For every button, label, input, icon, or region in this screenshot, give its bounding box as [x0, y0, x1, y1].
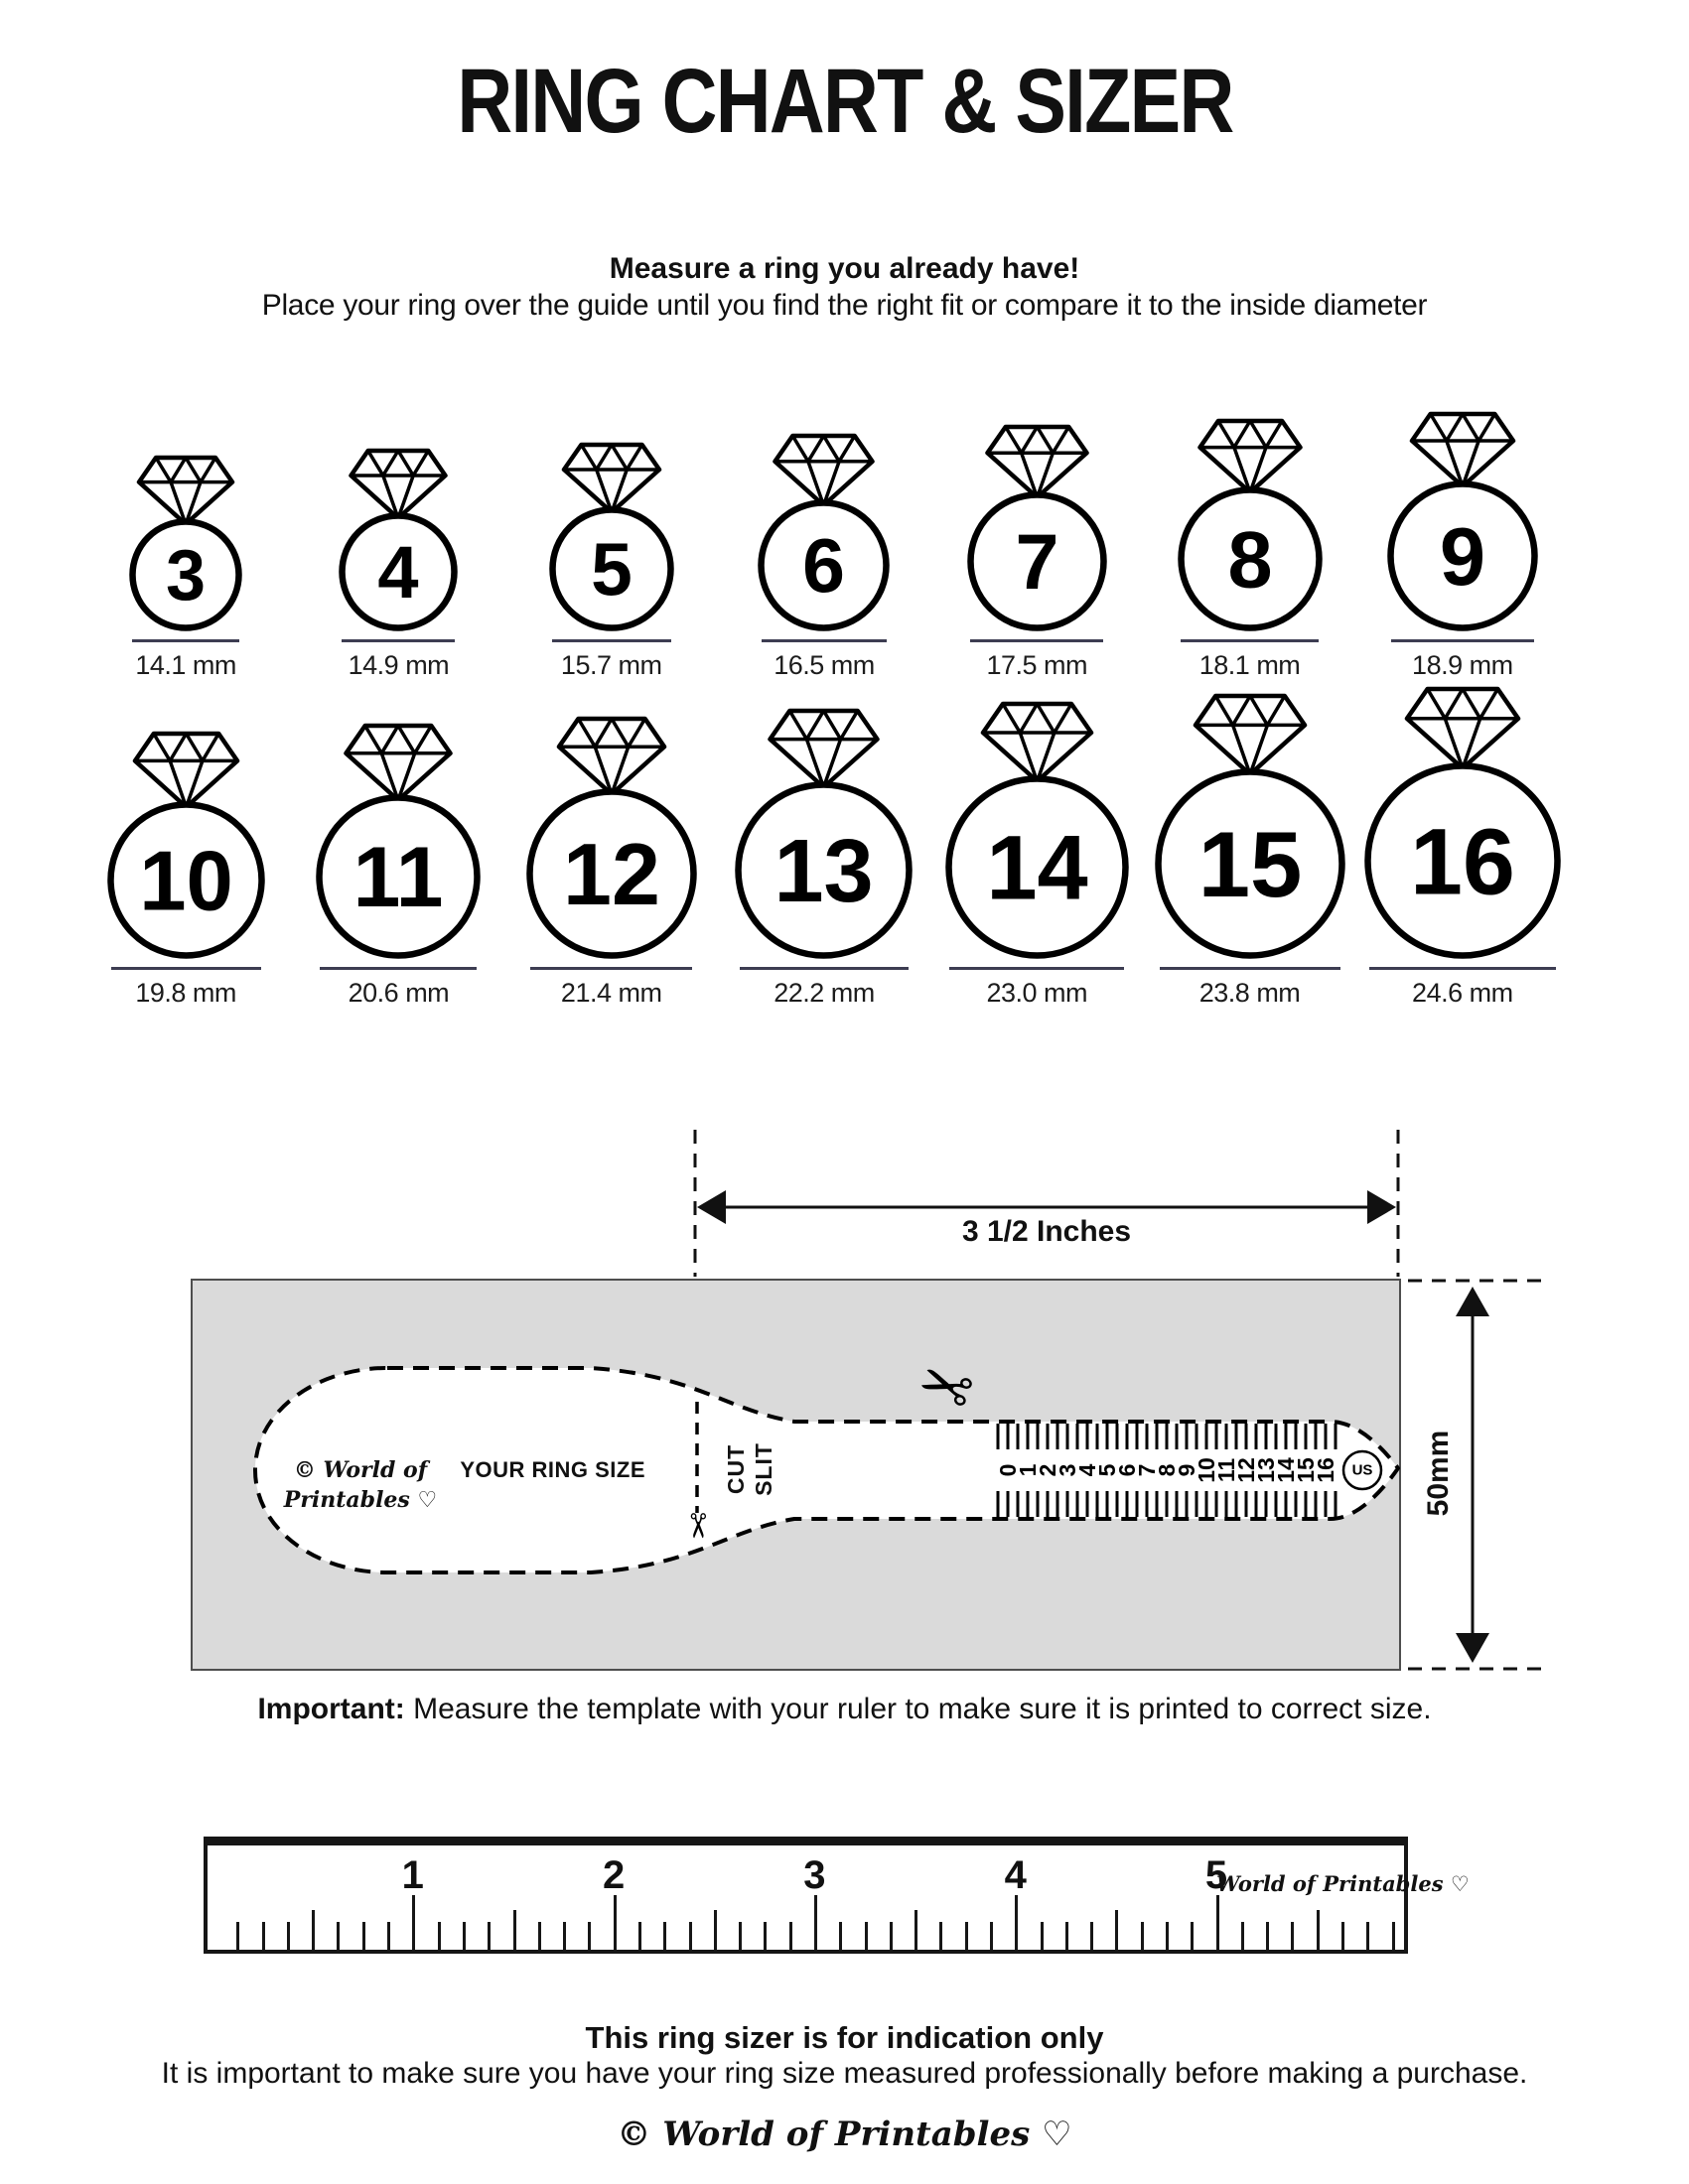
arrow-down-icon: [1456, 1633, 1489, 1663]
ring-size-cell: [718, 385, 930, 680]
ring-icon: [102, 729, 270, 963]
ring-mm-label: 14.1 mm: [135, 650, 236, 680]
ring-mm-label: 21.4 mm: [560, 978, 662, 1008]
sizer-brand-logo: © World of Printables ♡: [283, 1457, 438, 1513]
size-scale-number: 4: [1074, 1463, 1100, 1477]
ruler-tick: [513, 1910, 516, 1950]
ruler-tick: [1341, 1922, 1344, 1950]
size-scale-number: 5: [1094, 1463, 1120, 1477]
ruler-tick: [1266, 1922, 1269, 1950]
ring-size-number: 16: [1409, 809, 1515, 915]
ring-icon-zone: [521, 713, 702, 963]
ring-size-cell: [79, 385, 292, 680]
your-ring-size-label: YOUR RING SIZE: [460, 1457, 645, 1482]
ring-mm-label: 15.7 mm: [560, 650, 662, 680]
ruler-inch-number: 1: [401, 1853, 423, 1897]
ring-icon: [730, 706, 917, 963]
ruler-tick: [865, 1922, 868, 1950]
ring-icon-zone: [940, 713, 1134, 963]
ruler-tick: [839, 1922, 842, 1950]
ring-icon: [753, 431, 895, 635]
ring-underline: [1160, 967, 1340, 970]
ruler-inch-number: 4: [1004, 1853, 1026, 1897]
ring-row-2: [79, 713, 1569, 1008]
sizer-figure: [0, 1122, 1689, 1688]
size-scale-number: 15: [1293, 1457, 1319, 1483]
ruler-tick: [614, 1895, 617, 1950]
ring-size-number: 13: [774, 822, 875, 921]
ring-icon: [334, 446, 463, 635]
ring-size-cell: [930, 713, 1143, 1008]
ruler-tick: [312, 1910, 315, 1950]
us-badge-label: US: [1351, 1461, 1373, 1479]
ring-icon: [1173, 416, 1328, 635]
ruler-inch-number: 5: [1204, 1853, 1227, 1897]
ruler-tick: [1291, 1922, 1294, 1950]
footer-bold: This ring sizer is for indication only: [585, 2020, 1104, 2055]
ring-size-cell: [1143, 713, 1355, 1008]
ring-mm-label: 23.8 mm: [1198, 978, 1301, 1008]
ruler-tick: [463, 1922, 466, 1950]
ruler-inch-number: 3: [803, 1853, 825, 1897]
ring-size-number: 11: [352, 830, 444, 926]
ring-icon: [1150, 691, 1350, 963]
ring-underline: [1369, 967, 1556, 970]
size-scale-number: 11: [1213, 1457, 1239, 1483]
ring-icon-zone: [544, 385, 679, 635]
ring-underline: [740, 967, 909, 970]
ring-size-number: 5: [590, 527, 633, 612]
ring-size-number: 3: [166, 536, 207, 616]
ruler-brand-logo: World of Printables ♡: [1216, 1871, 1470, 1896]
size-scale-number: 7: [1134, 1463, 1160, 1477]
ruler-tick: [638, 1922, 641, 1950]
ruler-tick: [1317, 1910, 1320, 1950]
ruler-tick: [663, 1922, 666, 1950]
ruler-tick: [1392, 1922, 1395, 1950]
ruler-tick: [1065, 1922, 1068, 1950]
size-scale-number: 0: [995, 1463, 1021, 1477]
ring-icon: [311, 721, 486, 963]
ruler-tick: [939, 1922, 942, 1950]
arrow-up-icon: [1456, 1287, 1489, 1316]
ruler-tick: [915, 1910, 917, 1950]
ruler-tick: [714, 1910, 717, 1950]
subtitle-bold: Measure a ring you already have!: [609, 252, 1080, 285]
ring-icon-zone: [753, 385, 895, 635]
size-scale-number: 6: [1114, 1463, 1140, 1477]
ring-mm-label: 22.2 mm: [774, 978, 875, 1008]
ruler-tick: [764, 1922, 767, 1950]
ring-size-number: 15: [1197, 811, 1302, 916]
ring-mm-label: 17.5 mm: [986, 650, 1088, 680]
ruler-tick: [1090, 1922, 1093, 1950]
ring-icon-zone: [311, 713, 486, 963]
ring-icon-zone: [102, 713, 270, 963]
ring-size-number: 9: [1439, 510, 1485, 604]
ruler-tick: [588, 1922, 591, 1950]
ruler-tick: [362, 1922, 365, 1950]
ring-icon: [521, 714, 702, 963]
scissors-small-icon: ✂: [677, 1511, 717, 1541]
cut-slit-label: CUT SLIT: [723, 1442, 776, 1496]
ring-icon-zone: [124, 385, 247, 635]
page-title: RING CHART & SIZER: [456, 51, 1233, 152]
size-scale-number: 13: [1253, 1457, 1279, 1483]
ring-icon: [962, 422, 1112, 635]
ruler-tick: [689, 1922, 692, 1950]
height-measure-label: 50mm: [1422, 1430, 1455, 1517]
ruler-tick: [412, 1895, 415, 1950]
ring-size-cell: [292, 385, 504, 680]
ring-mm-label: 14.9 mm: [348, 650, 450, 680]
ruler-tick: [789, 1922, 792, 1950]
ring-icon: [1382, 409, 1543, 635]
ruler-tick: [890, 1922, 893, 1950]
page-title-wrap: [0, 52, 1689, 151]
ring-mm-label: 23.0 mm: [986, 978, 1088, 1008]
ruler-tick: [814, 1895, 817, 1950]
ruler-tick: [1241, 1922, 1244, 1950]
width-measure-label: 3 1/2 Inches: [961, 1215, 1132, 1248]
ring-icon: [124, 453, 247, 635]
size-scale-number: 9: [1174, 1463, 1199, 1477]
ring-icon-zone: [962, 385, 1112, 635]
important-text: Measure the template with your ruler to make sure it is printed to correct size.: [404, 1693, 1432, 1725]
ring-size-cell: [718, 713, 930, 1008]
ring-underline: [132, 639, 239, 642]
ruler-tick: [990, 1922, 993, 1950]
ring-icon-zone: [334, 385, 463, 635]
ruler-tick: [438, 1922, 441, 1950]
ring-size-cell: [930, 385, 1143, 680]
ring-size-number: 8: [1227, 515, 1273, 606]
ring-size-number: 10: [138, 834, 233, 929]
ruler-tick: [1115, 1910, 1118, 1950]
ring-size-number: 14: [986, 817, 1088, 919]
ring-underline: [970, 639, 1103, 642]
ring-underline: [320, 967, 477, 970]
footer-brand-logo: © World of Printables ♡: [617, 2115, 1072, 2154]
ring-underline: [342, 639, 455, 642]
ruler-tick: [1141, 1922, 1144, 1950]
size-scale-number: 10: [1194, 1457, 1219, 1483]
ring-size-cell: [1356, 385, 1569, 680]
ring-icon: [1359, 684, 1566, 963]
ring-size-cell: [1356, 713, 1569, 1008]
ruler-tick: [287, 1922, 290, 1950]
ruler-tick: [538, 1922, 541, 1950]
size-scale-number: 3: [1055, 1463, 1080, 1477]
ring-mm-label: 16.5 mm: [774, 650, 875, 680]
ring-underline: [111, 967, 261, 970]
ring-underline: [949, 967, 1124, 970]
ring-size-number: 6: [802, 523, 846, 610]
ruler-tick: [1166, 1922, 1169, 1950]
ruler-inch-number: 2: [602, 1853, 625, 1897]
ring-size-cell: [505, 713, 718, 1008]
ring-underline: [1181, 639, 1319, 642]
important-label: Important:: [257, 1693, 405, 1725]
ruler-tick: [739, 1922, 742, 1950]
ring-icon: [544, 440, 679, 635]
ruler-tick: [1191, 1922, 1194, 1950]
scissors-icon: ✂: [908, 1344, 983, 1432]
ring-size-cell: [505, 385, 718, 680]
ring-underline: [530, 967, 692, 970]
ruler-tick: [563, 1922, 566, 1950]
ring-icon-zone: [1382, 385, 1543, 635]
ruler-tick: [387, 1922, 390, 1950]
ring-mm-label: 19.8 mm: [135, 978, 236, 1008]
ruler-tick: [1216, 1895, 1219, 1950]
ruler-tick: [1041, 1922, 1044, 1950]
ring-underline: [552, 639, 671, 642]
ring-size-cell: [79, 713, 292, 1008]
ring-size-number: 4: [377, 530, 419, 614]
ring-underline: [762, 639, 887, 642]
ring-icon-zone: [1150, 713, 1350, 963]
ruler-tick: [337, 1922, 340, 1950]
size-scale-number: 16: [1313, 1457, 1338, 1483]
footer-text: It is important to make sure you have your ring size measured professionally before making a purchase.: [161, 2057, 1528, 2090]
ring-size-cell: [1143, 385, 1355, 680]
ring-underline: [1391, 639, 1534, 642]
size-scale-number: 14: [1273, 1457, 1299, 1483]
ring-mm-label: 18.9 mm: [1412, 650, 1513, 680]
ruler-tick: [488, 1922, 491, 1950]
ring-icon-zone: [1359, 713, 1566, 963]
ring-icon-zone: [730, 713, 917, 963]
size-scale-number: 2: [1035, 1463, 1060, 1477]
ruler-tick: [965, 1922, 968, 1950]
size-scale-number: 8: [1154, 1463, 1180, 1477]
ring-size-cell: [292, 713, 504, 1008]
ring-icon: [940, 699, 1134, 963]
ring-icon-zone: [1173, 385, 1328, 635]
ring-mm-label: 18.1 mm: [1198, 650, 1301, 680]
subtitle-text: Place your ring over the guide until you find the right fit or compare it to the inside diameter: [261, 289, 1428, 322]
size-scale-number: 1: [1015, 1463, 1041, 1477]
ruler-tick: [262, 1922, 265, 1950]
ring-row-1: [79, 385, 1569, 680]
ring-size-number: 7: [1015, 517, 1059, 607]
size-scale-number: 12: [1233, 1457, 1259, 1483]
ring-size-number: 12: [562, 824, 660, 923]
ring-mm-label: 24.6 mm: [1412, 978, 1513, 1008]
ruler-tick: [1015, 1895, 1018, 1950]
ruler-tick: [236, 1922, 239, 1950]
ruler: [204, 1837, 1470, 1954]
important-note: [0, 1692, 1689, 1727]
ruler-tick: [1366, 1922, 1369, 1950]
ring-mm-label: 20.6 mm: [348, 978, 450, 1008]
